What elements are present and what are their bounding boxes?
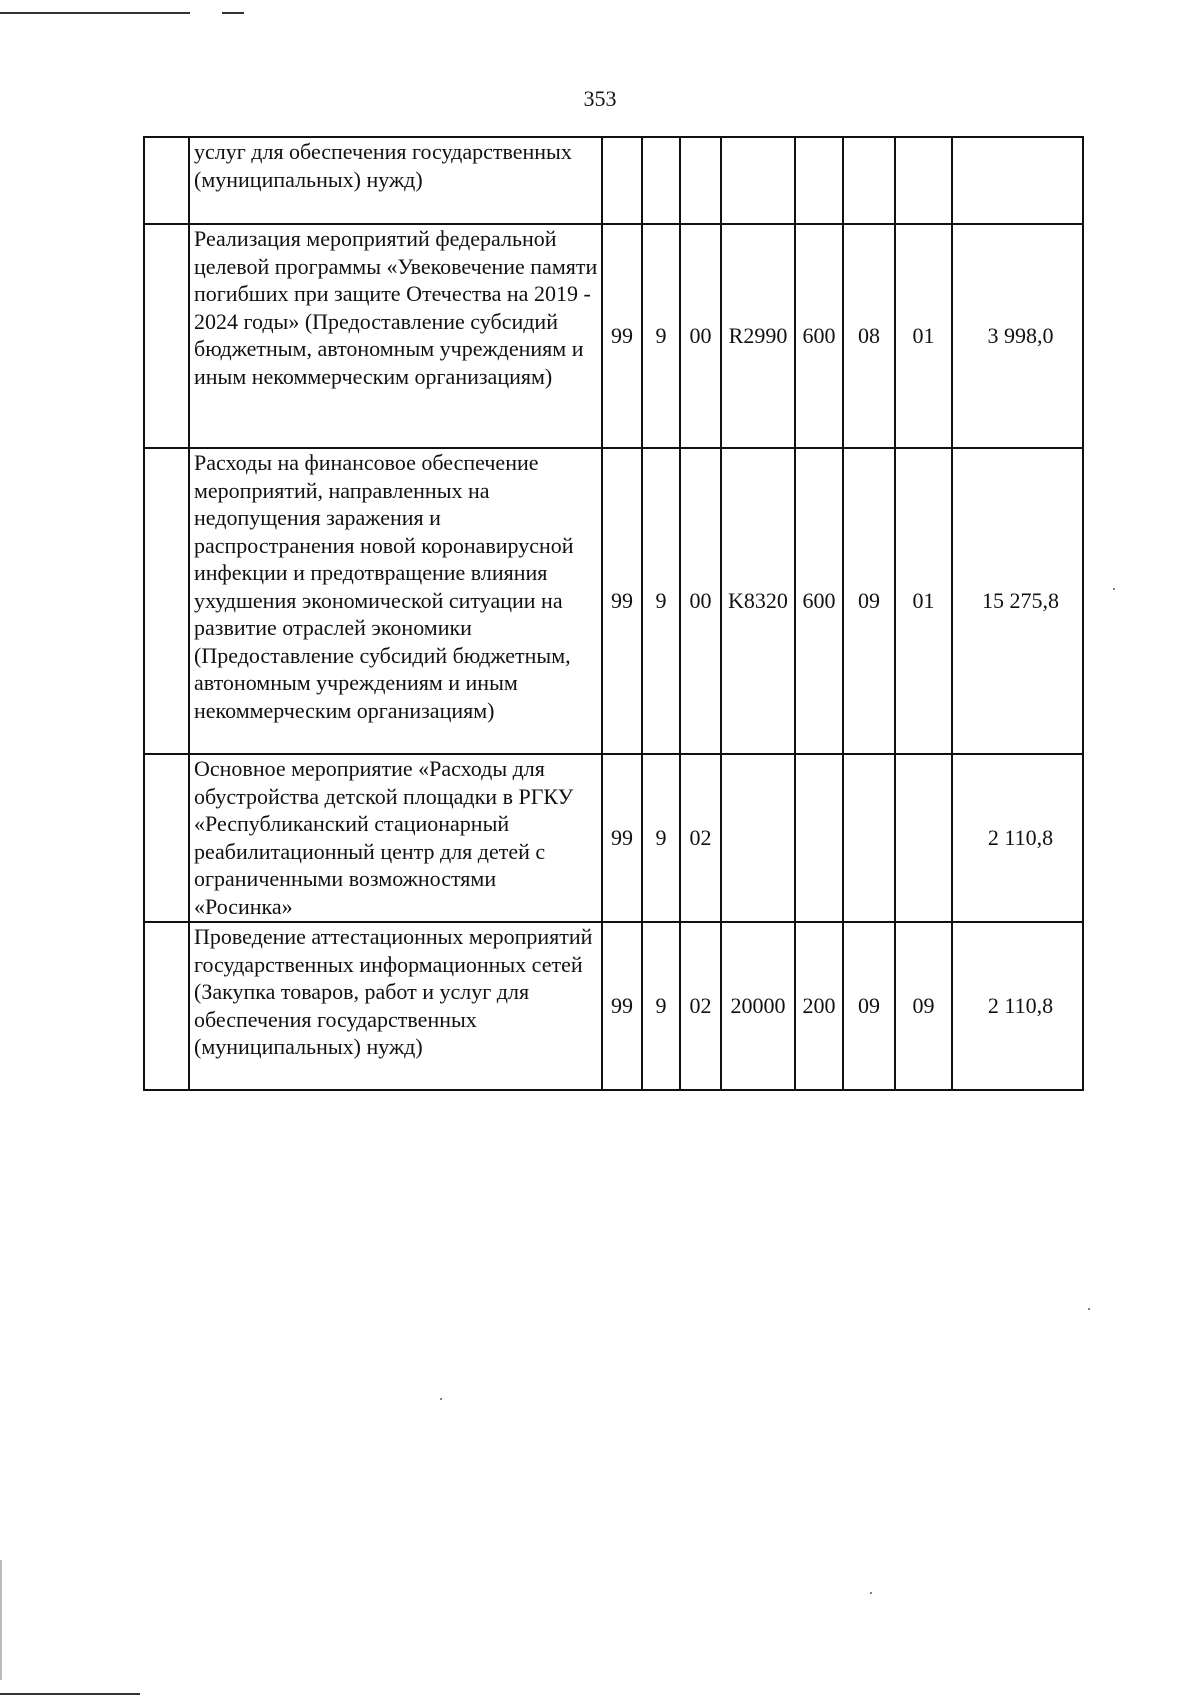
code-cell (843, 754, 895, 922)
scan-edge-line-top (0, 12, 190, 14)
code-cell: K8320 (721, 448, 795, 754)
code-cell: 09 (895, 922, 952, 1090)
code-cell (843, 137, 895, 224)
code-cell (721, 754, 795, 922)
scan-speck (870, 1592, 872, 1594)
code-cell: 00 (680, 224, 721, 448)
code-cell: 200 (795, 922, 843, 1090)
code-cell: 02 (680, 922, 721, 1090)
code-cell (721, 137, 795, 224)
code-cell: 600 (795, 224, 843, 448)
scan-speck (1113, 588, 1115, 590)
amount-cell: 2 110,8 (952, 922, 1083, 1090)
index-cell (144, 224, 189, 448)
description-cell: Проведение аттестационных мероприятий государственных информационных сетей (Закупка товаров, работ и услуг для обеспечения государственных (муниципальных) нужд) (189, 922, 602, 1090)
table-row (144, 137, 1083, 224)
code-cell: 9 (642, 448, 680, 754)
code-cell (895, 754, 952, 922)
code-cell: R2990 (721, 224, 795, 448)
table-row (144, 224, 1083, 448)
index-cell (144, 922, 189, 1090)
description-cell: услуг для обеспечения государственных (муниципальных) нужд) (189, 137, 602, 224)
code-cell: 02 (680, 754, 721, 922)
code-cell (642, 137, 680, 224)
code-cell: 08 (843, 224, 895, 448)
description-cell: Расходы на финансовое обеспечение мероприятий, направленных на недопущения заражения и распространения новой коронавирусной инфекции и предотвращение влияния ухудшения экономической ситуации на развитие отраслей экономики (Предоставление субсидий бюджетным, автономным учреждениям и иным некоммерческим организациям) (189, 448, 602, 754)
table-row (144, 448, 1083, 754)
scan-edge-line-bottom (0, 1693, 140, 1695)
code-cell: 99 (602, 754, 642, 922)
code-cell: 01 (895, 448, 952, 754)
code-cell (795, 137, 843, 224)
code-cell: 09 (843, 448, 895, 754)
code-cell: 99 (602, 224, 642, 448)
code-cell (680, 137, 721, 224)
amount-cell: 15 275,8 (952, 448, 1083, 754)
code-cell (795, 754, 843, 922)
code-cell (895, 137, 952, 224)
description-cell: Реализация мероприятий федеральной целевой программы «Увековечение памяти погибших при защите Отечества на 2019 - 2024 годы» (Предоставление субсидий бюджетным, автономным учреждениям и иным некоммерческим организациям) (189, 224, 602, 448)
code-cell: 09 (843, 922, 895, 1090)
page-number: 353 (583, 86, 617, 111)
code-cell: 9 (642, 922, 680, 1090)
code-cell (602, 137, 642, 224)
budget-table (143, 136, 1084, 1091)
description-cell: Основное мероприятие «Расходы для обустройства детской площадки в РГКУ «Республиканский стационарный реабилитационный центр для детей с ограниченными возможностями «Росинка» (189, 754, 602, 922)
code-cell: 600 (795, 448, 843, 754)
index-cell (144, 137, 189, 224)
index-cell (144, 754, 189, 922)
code-cell: 00 (680, 448, 721, 754)
code-cell: 9 (642, 754, 680, 922)
scan-edge-line-top-short (222, 12, 244, 14)
code-cell: 9 (642, 224, 680, 448)
amount-cell: 3 998,0 (952, 224, 1083, 448)
code-cell: 99 (602, 448, 642, 754)
table-row (144, 922, 1083, 1090)
index-cell (144, 448, 189, 754)
table-row (144, 754, 1083, 922)
code-cell: 99 (602, 922, 642, 1090)
amount-cell (952, 137, 1083, 224)
scan-speck (440, 1398, 442, 1400)
scan-speck (1088, 1308, 1090, 1310)
scan-edge-line-left (0, 1560, 2, 1680)
code-cell: 20000 (721, 922, 795, 1090)
amount-cell: 2 110,8 (952, 754, 1083, 922)
code-cell: 01 (895, 224, 952, 448)
